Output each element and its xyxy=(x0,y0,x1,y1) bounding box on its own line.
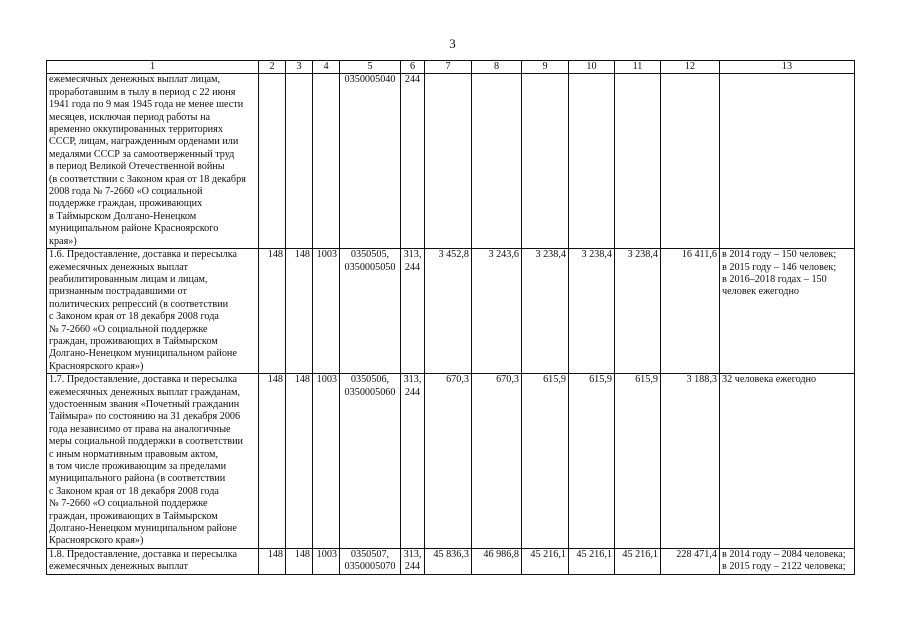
cell-col-12: 228 471,4 xyxy=(661,548,720,574)
cell-line: края») xyxy=(49,235,77,247)
header-cell: 11 xyxy=(615,61,661,74)
cell-col-1 xyxy=(47,74,259,249)
cell-line: граждан, проживающих в Таймырском xyxy=(49,335,218,347)
cell-line: ежемесячных денежных выплат xyxy=(49,561,188,573)
cell-col-8: 670,3 xyxy=(472,374,522,549)
header-cell: 1 xyxy=(47,61,259,74)
header-cell: 4 xyxy=(313,61,340,74)
cell-line: политических репрессий (в соответствии xyxy=(49,298,229,310)
cell-line: в 2016–2018 годах – 150 xyxy=(722,273,827,285)
cell-line: 0350505, xyxy=(350,249,390,261)
cell-line: 1.6. Предоставление, доставка и пересылка xyxy=(49,249,238,261)
cell-line: 244 xyxy=(404,561,421,573)
cell-col-12: 16 411,6 xyxy=(661,249,720,374)
cell-col-12: 3 188,3 xyxy=(661,374,720,549)
cell-line: с иным нормативным правовым актом, xyxy=(49,448,219,460)
cell-line: 313, xyxy=(403,548,422,560)
table-row xyxy=(47,548,855,574)
cell-col-7: 3 452,8 xyxy=(425,249,472,374)
cell-line: 1.7. Предоставление, доставка и пересылка xyxy=(49,374,238,386)
cell-line: медалями СССР за самоотверженный труд xyxy=(49,148,235,160)
cell-line: проработавшим в тылу в период с 22 июня xyxy=(49,86,236,98)
cell-line: в 2014 году – 2084 человека; xyxy=(722,548,846,560)
cell-line: 313, xyxy=(403,374,422,386)
cell-col-6 xyxy=(401,249,425,374)
cell-line: 0350005040 xyxy=(344,74,396,86)
cell-col-8 xyxy=(472,74,522,249)
cell-col-13 xyxy=(720,74,855,249)
header-cell: 6 xyxy=(401,61,425,74)
page-number: 3 xyxy=(449,36,456,51)
cell-line: в 2014 году – 150 человек; xyxy=(722,249,837,261)
cell-line: Красноярского края») xyxy=(49,535,144,547)
cell-col-10: 615,9 xyxy=(569,374,615,549)
header-cell: 10 xyxy=(569,61,615,74)
cell-col-11: 3 238,4 xyxy=(615,249,661,374)
cell-col-5 xyxy=(340,249,401,374)
cell-line: (в соответствии с Законом края от 18 декабря xyxy=(49,173,246,185)
table-row xyxy=(47,74,855,249)
cell-col-6 xyxy=(401,548,425,574)
cell-line: признанным пострадавшими от xyxy=(49,286,187,298)
cell-col-13 xyxy=(720,249,855,374)
cell-line: 0350506, xyxy=(350,374,390,386)
cell-line: Таймыра» по состоянию на 31 декабря 2006 xyxy=(49,411,241,423)
cell-col-4: 1003 xyxy=(313,548,340,574)
cell-line: человек ежегодно xyxy=(722,286,799,298)
cell-line: временно оккупированных территориях xyxy=(49,124,223,136)
cell-line: 0350005050 xyxy=(344,261,396,273)
cell-col-13 xyxy=(720,548,855,574)
header-cell: 5 xyxy=(340,61,401,74)
cell-col-6 xyxy=(401,74,425,249)
cell-line: удостоенным звания «Почетный гражданин xyxy=(49,398,240,410)
cell-col-1 xyxy=(47,548,259,574)
cell-col-2 xyxy=(259,74,286,249)
header-cell: 8 xyxy=(472,61,522,74)
cell-col-5 xyxy=(340,74,401,249)
budget-table xyxy=(46,60,855,575)
cell-line: Долгано-Ненецком муниципальном районе xyxy=(49,523,237,535)
cell-col-9 xyxy=(522,74,569,249)
cell-line: муниципального района (в соответствии xyxy=(49,473,226,485)
cell-col-7: 45 836,3 xyxy=(425,548,472,574)
cell-line: 0350005070 xyxy=(344,561,396,573)
cell-line: № 7-2660 «О социальной поддержке xyxy=(49,498,208,510)
cell-col-11: 615,9 xyxy=(615,374,661,549)
table-row xyxy=(47,249,855,374)
cell-col-13 xyxy=(720,374,855,549)
cell-line: с Законом края от 18 декабря 2008 года xyxy=(49,485,219,497)
cell-col-8: 3 243,6 xyxy=(472,249,522,374)
cell-col-10: 3 238,4 xyxy=(569,249,615,374)
cell-line: 32 человека ежегодно xyxy=(722,374,817,386)
cell-col-10 xyxy=(569,74,615,249)
cell-line: граждан, проживающих в Таймырском xyxy=(49,510,218,522)
cell-col-4: 1003 xyxy=(313,249,340,374)
cell-col-3: 148 xyxy=(286,249,313,374)
cell-col-2: 148 xyxy=(259,374,286,549)
cell-line: в период Великой Отечественной войны xyxy=(49,161,225,173)
header-cell: 2 xyxy=(259,61,286,74)
cell-line: 0350507, xyxy=(350,548,390,560)
cell-line: 2008 года № 7-2660 «О социальной xyxy=(49,186,203,198)
cell-col-1 xyxy=(47,249,259,374)
cell-line: поддержке граждан, проживающих xyxy=(49,198,203,210)
cell-line: 0350005060 xyxy=(344,386,396,398)
cell-col-12 xyxy=(661,74,720,249)
header-row xyxy=(47,61,855,74)
cell-col-2: 148 xyxy=(259,249,286,374)
cell-line: года независимо от права на аналогичные xyxy=(49,423,231,435)
header-cell: 13 xyxy=(720,61,855,74)
cell-col-7: 670,3 xyxy=(425,374,472,549)
cell-col-9: 45 216,1 xyxy=(522,548,569,574)
cell-col-2: 148 xyxy=(259,548,286,574)
cell-col-3: 148 xyxy=(286,374,313,549)
cell-line: 244 xyxy=(404,261,421,273)
cell-line: Красноярского края») xyxy=(49,360,144,372)
cell-line: 313, xyxy=(403,249,422,261)
cell-col-3 xyxy=(286,74,313,249)
cell-line: СССР, лицам, награжденным орденами или xyxy=(49,136,239,148)
table-row xyxy=(47,374,855,549)
header-cell: 9 xyxy=(522,61,569,74)
cell-col-8: 46 986,8 xyxy=(472,548,522,574)
header-cell: 12 xyxy=(661,61,720,74)
cell-line: ежемесячных денежных выплат гражданам, xyxy=(49,386,241,398)
cell-col-5 xyxy=(340,548,401,574)
cell-line: в том числе проживающим за пределами xyxy=(49,461,227,472)
cell-col-7 xyxy=(425,74,472,249)
cell-line: ежемесячных денежных выплат лицам, xyxy=(49,74,221,86)
cell-line: 244 xyxy=(404,74,421,86)
cell-line: меры социальной поддержки в соответствии xyxy=(49,436,243,448)
cell-line: Долгано-Ненецком муниципальном районе xyxy=(49,348,237,360)
cell-col-6 xyxy=(401,374,425,549)
cell-line: ежемесячных денежных выплат xyxy=(49,261,188,273)
cell-col-3: 148 xyxy=(286,548,313,574)
cell-col-9: 3 238,4 xyxy=(522,249,569,374)
cell-col-4: 1003 xyxy=(313,374,340,549)
cell-line: 244 xyxy=(404,386,421,398)
cell-line: с Законом края от 18 декабря 2008 года xyxy=(49,311,219,323)
cell-line: 1.8. Предоставление, доставка и пересылка xyxy=(49,548,238,560)
cell-line: месяцев, исключая период работы на xyxy=(49,111,211,123)
cell-col-5 xyxy=(340,374,401,549)
cell-col-1 xyxy=(47,374,259,549)
cell-line: в 2015 году – 146 человек; xyxy=(722,261,837,273)
cell-line: в Таймырском Долгано-Ненецком xyxy=(49,210,197,222)
cell-col-10: 45 216,1 xyxy=(569,548,615,574)
header-cell: 7 xyxy=(425,61,472,74)
cell-line: муниципальном районе Красноярского xyxy=(49,223,219,235)
cell-line: 1941 года по 9 мая 1945 года не менее шести xyxy=(49,99,244,111)
cell-line: № 7-2660 «О социальной поддержке xyxy=(49,323,208,335)
cell-col-11: 45 216,1 xyxy=(615,548,661,574)
cell-col-9: 615,9 xyxy=(522,374,569,549)
cell-line: в 2015 году – 2122 человека; xyxy=(722,561,846,573)
header-cell: 3 xyxy=(286,61,313,74)
cell-col-4 xyxy=(313,74,340,249)
cell-col-11 xyxy=(615,74,661,249)
cell-line: реабилитированным лицам и лицам, xyxy=(49,273,208,285)
